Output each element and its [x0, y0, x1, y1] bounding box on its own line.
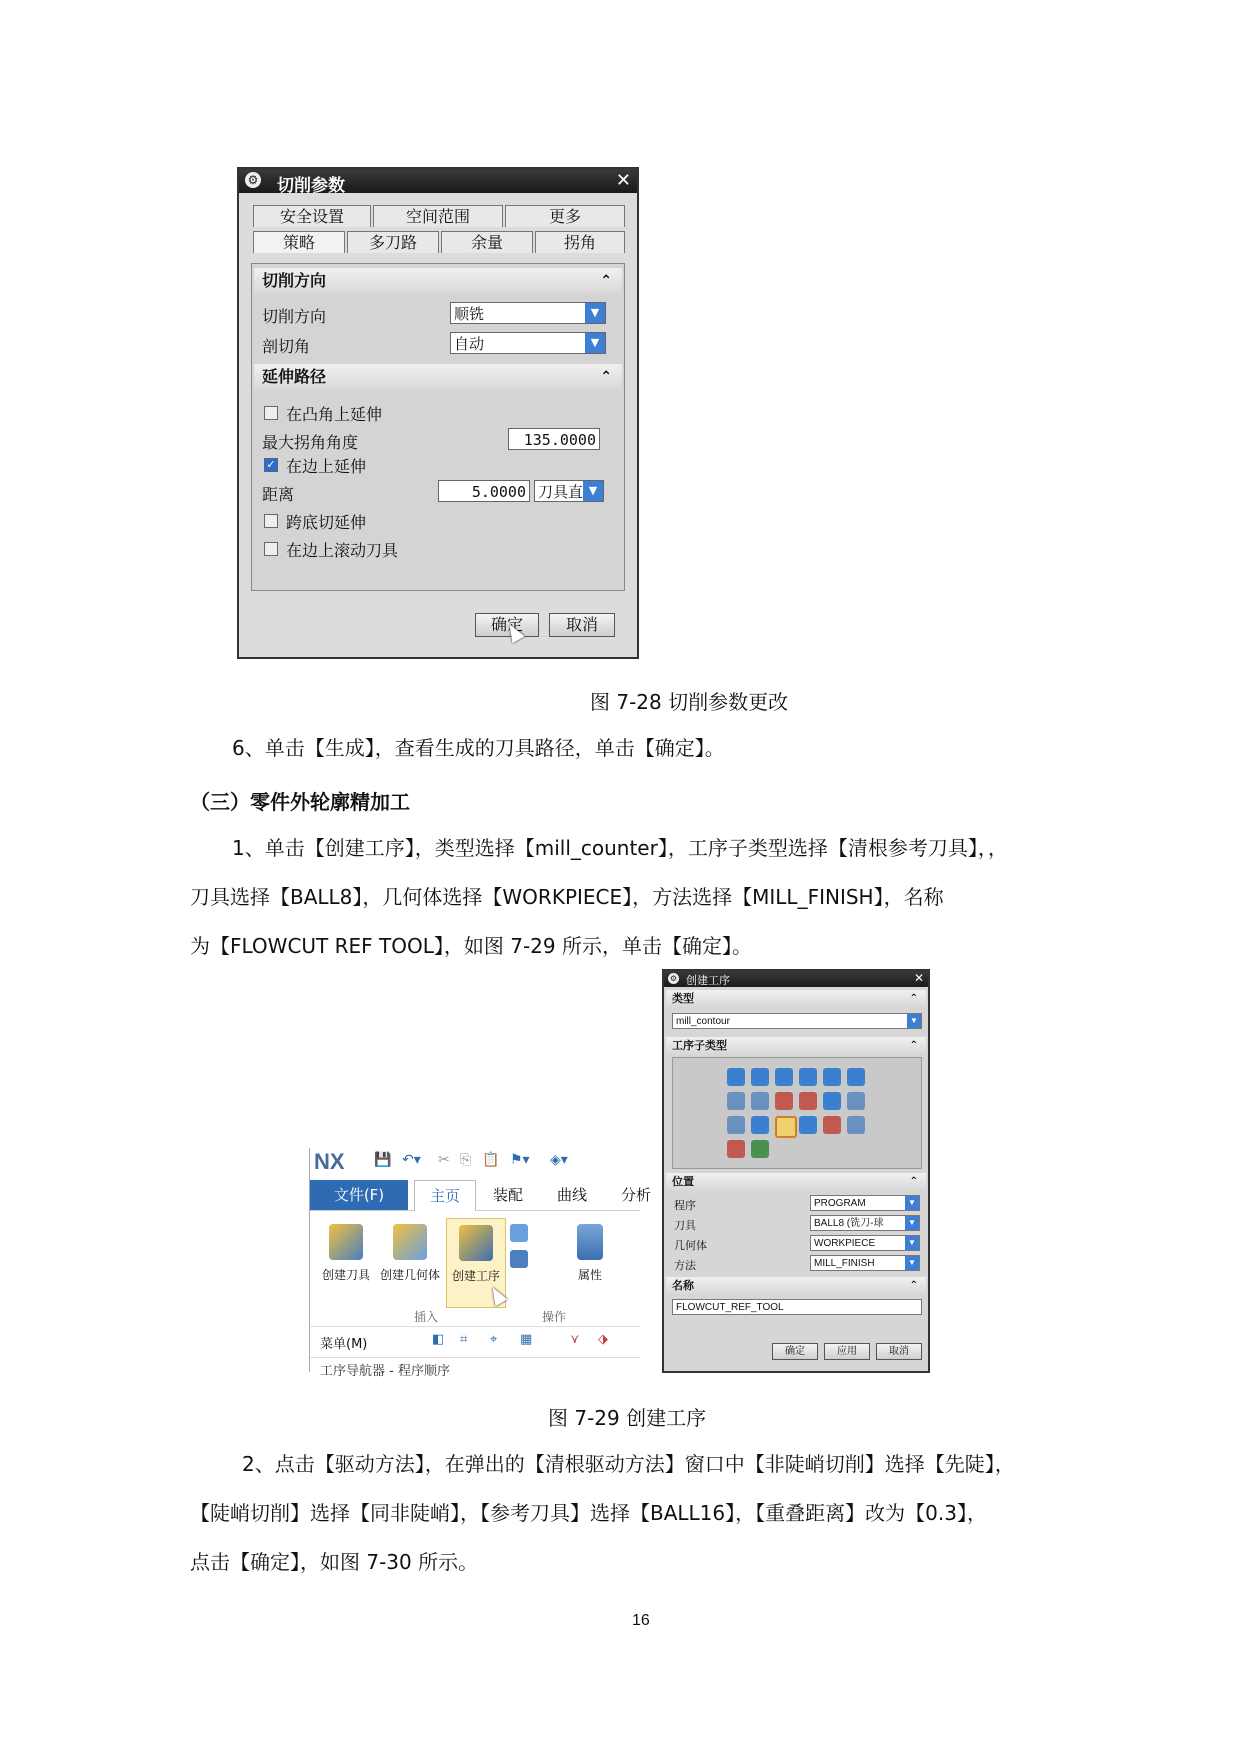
dropdown-arrow-icon[interactable]: ▼	[585, 333, 605, 353]
tab-curve[interactable]: 曲线	[556, 1186, 587, 1204]
undercut-value: 自动	[454, 335, 485, 353]
snap-icon[interactable]: ⌗	[460, 1332, 468, 1347]
page-number: 16	[632, 1612, 650, 1629]
navigator-title: 工序导航器 - 程序顺序	[320, 1364, 450, 1379]
undercut-label: 剖切角	[262, 337, 311, 356]
method-select[interactable]	[810, 1255, 920, 1271]
cut-icon[interactable]: ✂	[438, 1152, 450, 1168]
create-tool-button[interactable]	[316, 1218, 376, 1308]
button-label: 属性	[577, 1268, 602, 1282]
properties-icon	[577, 1224, 603, 1260]
dialog-titlebar	[239, 169, 637, 196]
dropdown-arrow-icon[interactable]: ▼	[905, 1196, 919, 1210]
operation-subtype-icon[interactable]	[823, 1116, 841, 1134]
paragraph-line: 【陡峭切削】选择【同非陡峭】，【参考刀具】选择【BALL16】，【重叠距离】改为【0.3】，	[190, 1501, 987, 1525]
dropdown-arrow-icon[interactable]: ▼	[585, 303, 605, 323]
operation-subtype-icon-selected[interactable]	[775, 1116, 797, 1138]
select-icon[interactable]: ⌖	[490, 1332, 498, 1347]
gear-icon: ⚙	[669, 974, 678, 983]
quick-access-toolbar	[310, 1148, 640, 1176]
type-value: mill_contour	[676, 1016, 730, 1027]
dropdown-arrow-icon[interactable]: ▼	[907, 1014, 921, 1028]
dropdown-arrow-icon[interactable]: ▼	[905, 1236, 919, 1250]
apply-button[interactable]: 应用	[824, 1343, 870, 1360]
filter-icon[interactable]: ◧	[432, 1332, 445, 1347]
roll-tool-checkbox[interactable]	[264, 542, 278, 556]
create-operation-dialog	[662, 969, 930, 1373]
max-corner-label: 最大拐角角度	[262, 433, 359, 452]
save-icon[interactable]: 💾	[374, 1152, 392, 1168]
create-tool-icon	[329, 1224, 363, 1260]
copy-icon[interactable]: ⎘	[460, 1152, 472, 1168]
toolpath-icon[interactable]: ⋎	[570, 1332, 580, 1347]
operation-subtype-icon[interactable]	[727, 1140, 745, 1158]
extend-edge-label: 在边上延伸	[286, 457, 367, 476]
operation-subtype-icon[interactable]	[847, 1116, 865, 1134]
operation-subtype-icon[interactable]	[799, 1068, 817, 1086]
program-value: PROGRAM	[814, 1198, 866, 1209]
paragraph-line: 刀具选择【BALL8】，几何体选择【WORKPIECE】，方法选择【MILL_FINISH】，名称	[190, 885, 944, 909]
tab-safety[interactable]: 安全设置	[253, 205, 371, 227]
tab-corners[interactable]: 拐角	[535, 231, 625, 253]
section-title: 延伸路径	[262, 367, 327, 386]
distance-unit-select[interactable]	[534, 480, 604, 502]
program-label: 程序	[674, 1199, 696, 1212]
chevron-up-icon[interactable]: ⌃	[909, 1176, 918, 1187]
tool-value: BALL8 (铣刀-球	[814, 1218, 884, 1229]
tool-select[interactable]	[810, 1215, 920, 1231]
operation-subtype-grid	[672, 1057, 922, 1169]
tab-stock[interactable]: 余量	[441, 231, 533, 253]
close-icon[interactable]: ✕	[913, 971, 924, 985]
section-title: 类型	[672, 992, 694, 1005]
paragraph-line: 1、单击【创建工序】，类型选择【mill_counter】，工序子类型选择【清根参考刀具】，，	[232, 836, 1008, 860]
roll-tool-label: 在边上滚动刀具	[286, 541, 399, 560]
dropdown-arrow-icon[interactable]: ▼	[905, 1256, 919, 1270]
paragraph: 6、单击【生成】，查看生成的刀具路径，单击【确定】。	[232, 736, 725, 760]
button-label: 创建工序	[451, 1269, 500, 1283]
chevron-up-icon[interactable]: ⌃	[909, 993, 918, 1004]
extend-edge-checkbox[interactable]: ✓	[264, 458, 278, 472]
program-icon[interactable]	[510, 1224, 528, 1242]
view-icon[interactable]: ▦	[520, 1332, 533, 1347]
section-heading: （三）零件外轮廓精加工	[190, 790, 410, 814]
section-location[interactable]	[666, 1173, 926, 1190]
figure-caption: 图 7-29 创建工序	[548, 1406, 707, 1430]
command-finder-icon[interactable]: ⚑▾	[510, 1152, 530, 1168]
operation-subtype-icon[interactable]	[823, 1068, 841, 1086]
tab-more[interactable]: 更多	[505, 205, 625, 227]
dialog-titlebar	[664, 971, 928, 987]
operation-subtype-icon[interactable]	[847, 1092, 865, 1110]
program-select[interactable]	[810, 1195, 920, 1211]
cut-parameters-dialog	[237, 167, 639, 659]
operation-subtype-icon[interactable]	[727, 1092, 745, 1110]
cut-direction-label: 切削方向	[262, 307, 327, 326]
button-label: 创建刀具	[321, 1268, 370, 1282]
paste-icon[interactable]: 📋	[482, 1152, 500, 1168]
section-extend-path[interactable]	[254, 364, 622, 390]
method-value: MILL_FINISH	[814, 1258, 875, 1269]
operation-subtype-icon[interactable]	[727, 1068, 745, 1086]
operation-subtype-icon[interactable]	[727, 1116, 745, 1134]
section-name[interactable]	[666, 1277, 926, 1294]
ok-button[interactable]: 确定	[475, 613, 539, 637]
tab-file[interactable]: 文件(F)	[310, 1180, 408, 1210]
section-type[interactable]	[666, 990, 926, 1007]
tab-multiple-passes[interactable]: 多刀路	[347, 231, 439, 253]
group-operations-label: 操作	[542, 1310, 567, 1324]
extend-convex-checkbox[interactable]	[264, 406, 278, 420]
create-operation-icon	[459, 1225, 493, 1261]
max-corner-input[interactable]: 135.0000	[508, 428, 600, 450]
chevron-up-icon[interactable]: ⌃	[600, 369, 612, 385]
operation-subtype-icon[interactable]	[751, 1140, 769, 1158]
distance-label: 距离	[262, 485, 295, 504]
operation-subtype-icon[interactable]	[775, 1092, 793, 1110]
cancel-button[interactable]: 取消	[876, 1343, 922, 1360]
ribbon-tabs	[310, 1180, 651, 1211]
tab-strategy[interactable]: 策略	[253, 231, 345, 253]
section-title: 切削方向	[262, 271, 327, 290]
method-icon[interactable]	[510, 1250, 528, 1268]
create-geometry-button[interactable]	[380, 1218, 440, 1308]
chevron-up-icon[interactable]: ⌃	[600, 273, 612, 289]
name-input[interactable]: FLOWCUT_REF_TOOL	[672, 1299, 922, 1315]
distance-input[interactable]: 5.0000	[438, 480, 530, 502]
tool-label: 刀具	[674, 1219, 696, 1232]
ok-button[interactable]: 确定	[772, 1343, 818, 1360]
properties-button[interactable]	[560, 1218, 620, 1308]
cut-direction-select[interactable]	[450, 302, 606, 324]
operation-subtype-icon[interactable]	[799, 1092, 817, 1110]
tab-assembly[interactable]: 装配	[492, 1186, 523, 1204]
tab-home[interactable]: 主页	[414, 1180, 476, 1211]
operation-subtype-icon[interactable]	[751, 1092, 769, 1110]
geometry-select[interactable]	[810, 1235, 920, 1251]
dropdown-arrow-icon[interactable]: ▼	[905, 1216, 919, 1230]
section-title: 工序子类型	[672, 1039, 727, 1052]
tab-analysis[interactable]: 分析	[620, 1186, 651, 1204]
extend-convex-label: 在凸角上延伸	[286, 405, 383, 424]
extend-across-checkbox[interactable]	[264, 514, 278, 528]
gear-icon: ⚙	[245, 172, 261, 188]
geometry-label: 几何体	[674, 1239, 707, 1252]
operation-subtype-icon[interactable]	[751, 1068, 769, 1086]
geometry-value: WORKPIECE	[814, 1238, 876, 1249]
section-title: 名称	[672, 1279, 694, 1292]
nx-ribbon-screenshot	[309, 1148, 651, 1379]
section-cut-direction[interactable]	[254, 268, 622, 294]
operation-subtype-icon[interactable]	[847, 1068, 865, 1086]
section-title: 位置	[672, 1175, 694, 1188]
undercut-select[interactable]	[450, 332, 606, 354]
dialog-title: 切削参数	[277, 176, 345, 196]
distance-unit-value: 刀具直	[538, 483, 584, 501]
dialog-title: 创建工序	[686, 974, 730, 987]
cancel-button[interactable]: 取消	[549, 613, 615, 637]
chevron-up-icon[interactable]: ⌃	[909, 1280, 918, 1291]
operation-subtype-icon[interactable]	[775, 1068, 793, 1086]
create-geometry-icon	[393, 1224, 427, 1260]
paragraph-line: 点击【确定】，如图 7-30 所示。	[190, 1550, 479, 1574]
operation-subtype-icon[interactable]	[751, 1116, 769, 1134]
figure-caption: 图 7-28 切削参数更改	[590, 690, 789, 714]
undo-icon[interactable]: ↶▾	[402, 1152, 421, 1168]
method-label: 方法	[674, 1259, 696, 1272]
tab-space-range[interactable]: 空间范围	[373, 205, 503, 227]
menu-button[interactable]: 菜单(M)	[320, 1337, 368, 1352]
close-icon[interactable]: ✕	[615, 170, 631, 191]
type-select[interactable]	[672, 1013, 922, 1029]
extend-across-label: 跨底切延伸	[286, 513, 367, 532]
paragraph-line: 2、点击【驱动方法】，在弹出的【清根驱动方法】窗口中【非陡峭切削】选择【先陡】，	[242, 1452, 1015, 1476]
paragraph-line: 为【FLOWCUT REF TOOL】，如图 7-29 所示，单击【确定】。	[190, 934, 752, 958]
verify-icon[interactable]: ⬗	[598, 1332, 608, 1347]
operation-subtype-icon[interactable]	[823, 1092, 841, 1110]
chevron-up-icon[interactable]: ⌃	[909, 1040, 918, 1051]
group-insert-label: 插入	[414, 1310, 439, 1324]
section-subtype[interactable]	[666, 1037, 926, 1054]
nx-logo: NX	[314, 1149, 345, 1174]
window-icon[interactable]: ◈▾	[550, 1152, 568, 1168]
dropdown-arrow-icon[interactable]: ▼	[583, 481, 603, 501]
strategy-panel	[251, 263, 625, 591]
cut-direction-value: 顺铣	[454, 305, 485, 323]
selection-bar	[310, 1326, 640, 1358]
button-label: 创建几何体	[380, 1268, 441, 1282]
operation-subtype-icon[interactable]	[799, 1116, 817, 1134]
